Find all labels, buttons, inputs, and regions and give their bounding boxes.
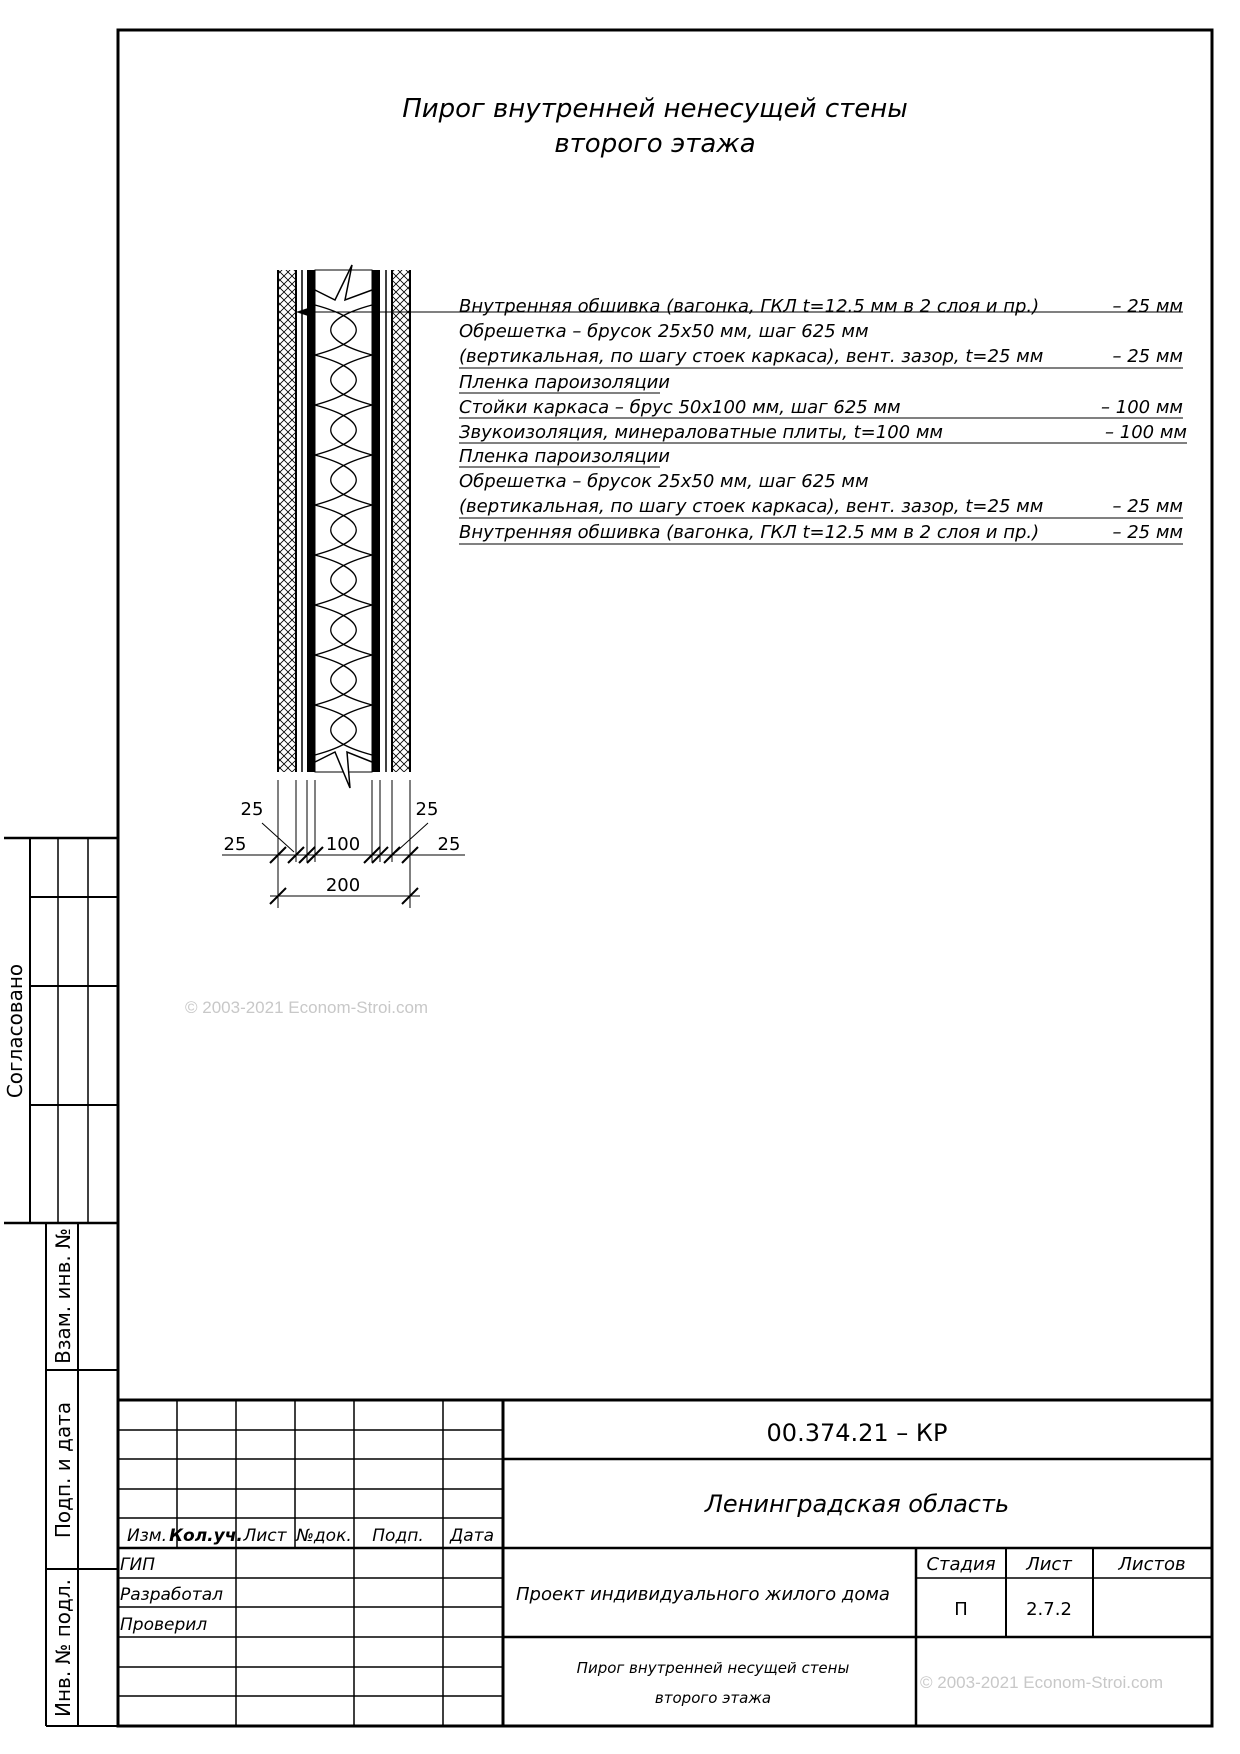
project-name: Проект индивидуального жилого дома (516, 1584, 890, 1605)
layer-text: (вертикальная, по шагу стоек каркаса), вент. зазор, t=25 мм (459, 346, 1044, 367)
stamp-agreed: Согласовано (3, 963, 27, 1099)
layer-value: – 25 мм (1112, 522, 1183, 543)
dim-left: 25 (223, 834, 247, 855)
layer-text: Обрешетка – брусок 25x50 мм, шаг 625 мм (459, 471, 869, 492)
col-header-data: Дата (449, 1526, 495, 1546)
doc-code: 00.374.21 – КР (766, 1419, 948, 1447)
layer-value: – 25 мм (1112, 496, 1183, 517)
layer-row (459, 522, 1183, 544)
sheet-title-line1: Пирог внутренней несущей стены (576, 1659, 850, 1677)
layer-text: Пленка пароизоляции (459, 446, 671, 467)
stage-label: Стадия (926, 1554, 996, 1575)
sheet-title-line2: второго этажа (654, 1689, 772, 1707)
role-gip: ГИП (120, 1555, 155, 1575)
drawing-title-line1: Пирог внутренней ненесущей стены (402, 94, 908, 124)
col-header-kol-uch: Кол.уч. (169, 1526, 243, 1546)
role-checker: Проверил (120, 1615, 208, 1635)
layer-row (459, 321, 869, 342)
layer-text: Звукоизоляция, минераловатные плиты, t=100 мм (459, 422, 944, 443)
dim-total: 200 (325, 875, 361, 896)
region: Ленинградская область (704, 1490, 1010, 1518)
layer-value: – 100 мм (1101, 397, 1183, 418)
title-block-watermark: © 2003-2021 Econom-Stroi.com (920, 1673, 1164, 1692)
layer-text: Обрешетка – брусок 25x50 мм, шаг 625 мм (459, 321, 869, 342)
layer-value: – 100 мм (1105, 422, 1187, 443)
col-header-izm: Изм. (127, 1526, 167, 1546)
dim-right: 25 (437, 834, 461, 855)
layer-row (459, 397, 1183, 418)
stamp-podp-data: Подп. и дата (51, 1401, 75, 1539)
layer-row (459, 496, 1183, 518)
col-header-podp: Подп. (372, 1526, 424, 1546)
stage-value: П (954, 1599, 968, 1620)
layer-text: Внутренняя обшивка (вагонка, ГКЛ t=12.5 мм в 2 слоя и пр.) (459, 522, 1040, 543)
col-header-list: Лист (243, 1526, 287, 1546)
drawing-title-line2: второго этажа (554, 129, 756, 159)
sheathing-right (392, 270, 410, 772)
sheets-label: Листов (1118, 1554, 1186, 1575)
role-developer: Разработал (120, 1585, 223, 1605)
stamp-vzam-inv: Взам. инв. № (51, 1228, 75, 1364)
layer-row (459, 296, 1183, 317)
layer-value: – 25 мм (1112, 296, 1183, 317)
watermark: © 2003-2021 Econom-Stroi.com (185, 998, 429, 1017)
layer-row (459, 471, 869, 492)
stud-right (372, 270, 380, 772)
sheathing-left (278, 270, 296, 772)
layer-text: Пленка пароизоляции (459, 372, 671, 393)
stamp-inv-podl: Инв. № подл. (51, 1579, 75, 1717)
layer-text: Внутренняя обшивка (вагонка, ГКЛ t=12.5 мм в 2 слоя и пр.) (459, 296, 1040, 317)
sheet-value: 2.7.2 (1026, 1599, 1072, 1620)
stud-left (307, 270, 315, 772)
insulation-core (315, 270, 372, 772)
dim-top-right: 25 (415, 799, 439, 820)
layer-row (459, 372, 670, 393)
layer-text: Стойки каркаса – брус 50x100 мм, шаг 625 мм (459, 397, 901, 418)
layer-row (459, 446, 670, 467)
sheet-label: Лист (1026, 1554, 1072, 1575)
layer-text: (вертикальная, по шагу стоек каркаса), вент. зазор, t=25 мм (459, 496, 1044, 517)
col-header-ndok: №док. (296, 1526, 352, 1546)
dim-top-left: 25 (240, 799, 264, 820)
layer-value: – 25 мм (1112, 346, 1183, 367)
dim-center: 100 (325, 834, 361, 855)
break-line-bottom (315, 752, 372, 788)
layer-legend (459, 296, 1187, 544)
layer-row (459, 422, 1187, 443)
layer-row (459, 346, 1183, 368)
